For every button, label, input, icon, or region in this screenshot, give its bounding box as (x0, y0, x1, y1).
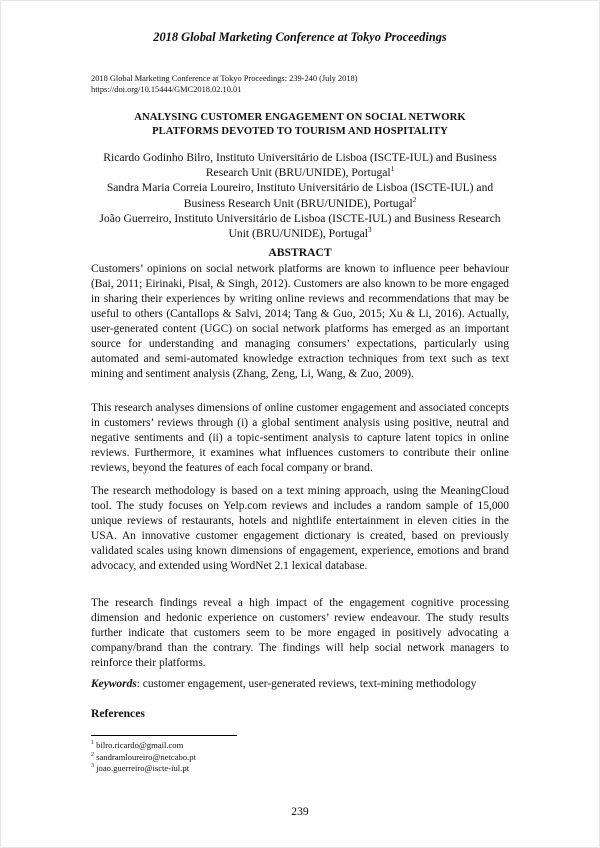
footnote-mark: 2 (412, 195, 417, 204)
citation-block (91, 73, 358, 95)
footnote (91, 740, 196, 752)
footnote-email: sandramloureiro@netcabo.pt (94, 751, 196, 762)
doi-line: https://doi.org/10.15444/GMC2018.02.10.01 (91, 85, 242, 94)
abstract-heading: ABSTRACT (268, 246, 332, 259)
footnote (91, 763, 196, 775)
footnote-mark: 1 (390, 165, 395, 174)
keywords-text: : customer engagement, user-generated reviews, text-mining methodology (136, 678, 477, 690)
footnote-email: bilro.ricardo@gmail.com (94, 740, 184, 750)
citation-line: 2018 Global Marketing Conference at Tokyo Proceedings: 239-240 (July 2018) (91, 74, 358, 83)
author-text: João Guerreiro, Instituto Universitário de Lisboa (ISCTE-IUL) and Business Research Unit (BRU/UNIDE), Portugal (99, 211, 501, 241)
footnote (91, 752, 196, 764)
footnotes (91, 740, 196, 775)
paper-title (91, 111, 509, 139)
footnote-rule (91, 735, 237, 736)
running-header: 2018 Global Marketing Conference at Tokyo Proceedings (153, 30, 447, 44)
abstract-paragraph: Customers’ opinions on social network platforms are known to influence peer behaviour (Bai, 2011; Eirinaki, Pisal, & Singh, 2012). Customers are also known to be more engaged in sharing their experiences by writing online reviews and recommendations that may be useful to others (Cantallops & Salvi, 2014; Tang & Guo, 2015; Xu & Li, 2016). Actually, user-generated content (UGC) on social network platforms has emerged as an important source for understanding and managing consumers’ expectations, particularly using automated and semi-automated knowledge extraction techniques from text such as text mining and sentiment analysis (Zhang, Zeng, Li, Wang, & Zuo, 2009). (91, 263, 509, 380)
footnote-mark: 3 (367, 226, 372, 235)
author-entry (91, 211, 509, 241)
page-number: 239 (291, 805, 309, 818)
footnote-mark: 2 (91, 751, 94, 758)
author-entry (91, 150, 509, 180)
references-heading: References (91, 707, 145, 720)
title-line: PLATFORMS DEVOTED TO TOURISM AND HOSPITALITY (152, 126, 448, 137)
keywords-label: Keywords (91, 678, 137, 690)
title-line: ANALYSING CUSTOMER ENGAGEMENT ON SOCIAL NETWORK (134, 112, 466, 123)
abstract-paragraph: This research analyses dimensions of online customer engagement and associated concepts in customers’ reviews through (i) a global sentiment analysis using positive, neutral and negative sentiments and (ii) a topic-sentiment analysis to capture latent topics in online reviews. Furthermore, it examines what influences customers to contribute their online reviews, beyond the features of each focal company or brand. (91, 402, 509, 474)
footnote-mark: 1 (91, 740, 94, 747)
author-text: Sandra Maria Correia Loureiro, Instituto Universitário de Lisboa (ISCTE-IUL) and Business Research Unit (BRU/UNIDE), Portugal (106, 181, 494, 210)
author-entry (91, 180, 509, 210)
keywords-line (91, 678, 476, 690)
footnote-email: joao.guerreiro@iscte-iul.pt (94, 763, 190, 774)
footnote-mark: 3 (91, 763, 94, 770)
abstract-paragraph: The research findings reveal a high impact of the engagement cognitive processing dimension and hedonic experience on customers’ review endeavour. The study results further indicate that customers seem to be more engaged in positively advocating a company/brand than the contrary. The findings will help social network managers to reinforce their platforms. (91, 597, 509, 669)
author-text: Ricardo Godinho Bilro, Instituto Universitário de Lisboa (ISCTE-IUL) and Business Research Unit (BRU/UNIDE), Portugal (103, 151, 497, 180)
author-list (91, 150, 509, 241)
abstract-paragraph: The research methodology is based on a text mining approach, using the MeaningCloud tool. The study focuses on Yelp.com reviews and includes a random sample of 15,000 unique reviews of restaurants, hotels and nightlife entertainment in eleven cities in the USA. An innovative customer engagement dictionary is created, based on previously validated scales using known dimensions of engagement, experience, emotions and brand advocacy, and extended using WordNet 2.1 lexical database. (91, 485, 509, 572)
